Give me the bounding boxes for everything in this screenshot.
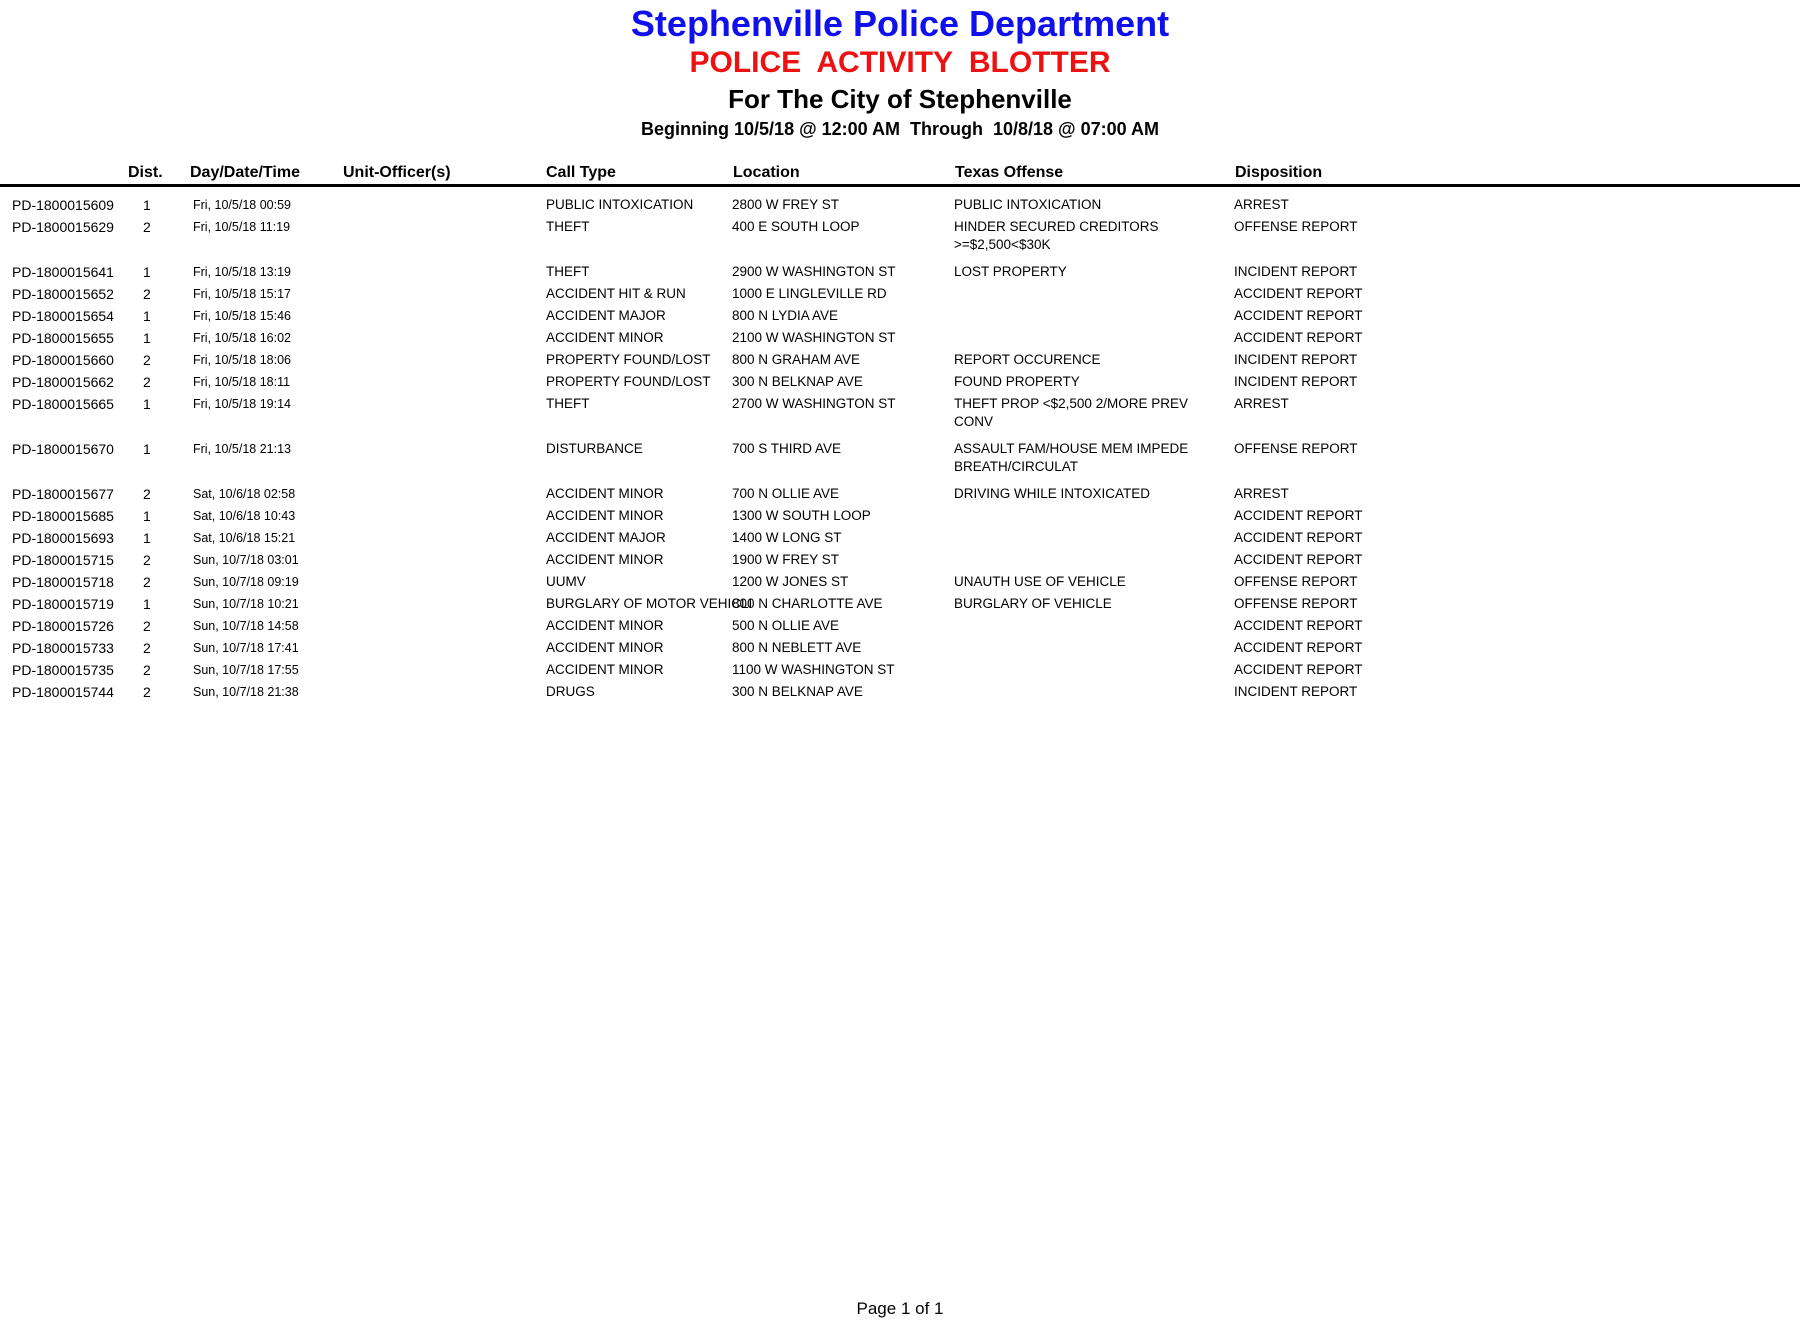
report-subtitle: POLICE ACTIVITY BLOTTER xyxy=(689,46,1111,79)
call-number: PD-1800015718 xyxy=(12,574,114,590)
texas-offense: ASSAULT FAM/HOUSE MEM IMPEDE BREATH/CIRCULAT xyxy=(954,441,1189,474)
district: 2 xyxy=(143,684,151,700)
location: 2100 W WASHINGTON ST xyxy=(732,330,896,345)
disposition: ACCIDENT REPORT xyxy=(1234,530,1363,545)
call-type: ACCIDENT MINOR xyxy=(546,552,664,567)
col-unit: Unit-Officer(s) xyxy=(343,164,451,181)
call-number: PD-1800015665 xyxy=(12,396,114,412)
location: 1900 W FREY ST xyxy=(732,552,840,567)
call-number: PD-1800015629 xyxy=(12,219,114,235)
date-time: Fri, 10/5/18 19:14 xyxy=(193,397,291,411)
col-call-type: Call Type xyxy=(546,164,616,181)
call-number: PD-1800015655 xyxy=(12,330,114,346)
table-row xyxy=(0,285,1800,307)
date-time: Sun, 10/7/18 10:21 xyxy=(193,597,299,611)
date-time: Fri, 10/5/18 11:19 xyxy=(193,220,291,234)
district: 2 xyxy=(143,352,151,368)
district: 2 xyxy=(143,552,151,568)
call-type: UUMV xyxy=(546,574,586,589)
disposition: INCIDENT REPORT xyxy=(1234,352,1358,367)
call-number: PD-1800015662 xyxy=(12,374,114,390)
location: 1100 W WASHINGTON ST xyxy=(732,662,895,677)
call-number: PD-1800015677 xyxy=(12,486,114,502)
district: 1 xyxy=(143,264,151,280)
date-time: Fri, 10/5/18 18:06 xyxy=(193,353,291,367)
location: 500 N OLLIE AVE xyxy=(732,618,840,633)
table-row xyxy=(0,595,1800,617)
date-time: Sat, 10/6/18 15:21 xyxy=(193,531,296,545)
call-type: BURGLARY OF MOTOR VEHICLI xyxy=(546,596,753,611)
call-number: PD-1800015693 xyxy=(12,530,114,546)
table-row xyxy=(0,661,1800,683)
date-time: Sun, 10/7/18 14:58 xyxy=(193,619,299,633)
table-row xyxy=(0,683,1800,705)
call-number: PD-1800015719 xyxy=(12,596,114,612)
disposition: ACCIDENT REPORT xyxy=(1234,308,1363,323)
table-row xyxy=(0,395,1800,440)
date-time: Fri, 10/5/18 15:46 xyxy=(193,309,291,323)
location: 300 N BELKNAP AVE xyxy=(732,684,863,699)
call-number: PD-1800015735 xyxy=(12,662,114,678)
col-offense: Texas Offense xyxy=(955,164,1064,181)
call-type: ACCIDENT MAJOR xyxy=(546,308,666,323)
call-type: PROPERTY FOUND/LOST xyxy=(546,374,711,389)
table-row xyxy=(0,573,1800,595)
call-type: THEFT xyxy=(546,219,590,234)
table-row xyxy=(0,485,1800,507)
disposition: ACCIDENT REPORT xyxy=(1234,508,1363,523)
district: 1 xyxy=(143,530,151,546)
call-type: ACCIDENT MINOR xyxy=(546,486,664,501)
date-time: Fri, 10/5/18 21:13 xyxy=(193,442,291,456)
location: 400 E SOUTH LOOP xyxy=(732,219,860,234)
call-number: PD-1800015685 xyxy=(12,508,114,524)
call-type: ACCIDENT HIT & RUN xyxy=(546,286,686,301)
date-time: Sat, 10/6/18 02:58 xyxy=(193,487,296,501)
disposition: OFFENSE REPORT xyxy=(1234,574,1358,589)
location: 2900 W WASHINGTON ST xyxy=(732,264,896,279)
table-row xyxy=(0,351,1800,373)
header-rule xyxy=(0,184,1800,187)
table-row xyxy=(0,639,1800,661)
call-type: ACCIDENT MINOR xyxy=(546,330,664,345)
location: 800 N NEBLETT AVE xyxy=(732,640,862,655)
district: 2 xyxy=(143,486,151,502)
call-type: PROPERTY FOUND/LOST xyxy=(546,352,711,367)
call-type: ACCIDENT MINOR xyxy=(546,508,664,523)
disposition: INCIDENT REPORT xyxy=(1234,374,1358,389)
location: 1200 W JONES ST xyxy=(732,574,849,589)
disposition: ACCIDENT REPORT xyxy=(1234,330,1363,345)
call-type: ACCIDENT MAJOR xyxy=(546,530,666,545)
disposition: ACCIDENT REPORT xyxy=(1234,552,1363,567)
col-date: Day/Date/Time xyxy=(190,164,300,181)
disposition: OFFENSE REPORT xyxy=(1234,441,1358,456)
district: 1 xyxy=(143,596,151,612)
location: 700 N OLLIE AVE xyxy=(732,486,840,501)
texas-offense: PUBLIC INTOXICATION xyxy=(954,197,1102,212)
call-number: PD-1800015654 xyxy=(12,308,114,324)
texas-offense: DRIVING WHILE INTOXICATED xyxy=(954,486,1151,501)
table-row xyxy=(0,617,1800,639)
district: 1 xyxy=(143,197,151,213)
location: 1000 E LINGLEVILLE RD xyxy=(732,286,887,301)
district: 2 xyxy=(143,640,151,656)
call-number: PD-1800015715 xyxy=(12,552,114,568)
page-number: Page 1 of 1 xyxy=(856,1299,944,1318)
blotter-table xyxy=(0,196,1800,705)
location: 800 N LYDIA AVE xyxy=(732,308,839,323)
date-time: Fri, 10/5/18 18:11 xyxy=(193,375,291,389)
call-type: THEFT xyxy=(546,396,590,411)
district: 2 xyxy=(143,574,151,590)
call-type: THEFT xyxy=(546,264,590,279)
col-location: Location xyxy=(733,164,800,181)
table-row xyxy=(0,307,1800,329)
disposition: INCIDENT REPORT xyxy=(1234,264,1358,279)
report-date-range: Beginning 10/5/18 @ 12:00 AM Through 10/8/18 @ 07:00 AM xyxy=(641,119,1159,139)
date-time: Fri, 10/5/18 15:17 xyxy=(193,287,291,301)
date-time: Sun, 10/7/18 21:38 xyxy=(193,685,299,699)
table-row xyxy=(0,529,1800,551)
date-time: Fri, 10/5/18 13:19 xyxy=(193,265,291,279)
call-type: PUBLIC INTOXICATION xyxy=(546,197,694,212)
call-number: PD-1800015641 xyxy=(12,264,114,280)
location: 1400 W LONG ST xyxy=(732,530,842,545)
district: 1 xyxy=(143,396,151,412)
disposition: ACCIDENT REPORT xyxy=(1234,640,1363,655)
location: 2800 W FREY ST xyxy=(732,197,840,212)
date-time: Sat, 10/6/18 10:43 xyxy=(193,509,296,523)
report-title: Stephenville Police Department xyxy=(630,3,1170,44)
texas-offense: HINDER SECURED CREDITORS >=$2,500<$30K xyxy=(954,219,1159,252)
table-row xyxy=(0,507,1800,529)
table-row xyxy=(0,373,1800,395)
district: 1 xyxy=(143,308,151,324)
district: 1 xyxy=(143,441,151,457)
report-city: For The City of Stephenville xyxy=(728,84,1072,114)
table-row xyxy=(0,196,1800,218)
district: 1 xyxy=(143,508,151,524)
table-row xyxy=(0,551,1800,573)
call-number: PD-1800015652 xyxy=(12,286,114,302)
location: 700 S THIRD AVE xyxy=(732,441,842,456)
call-number: PD-1800015744 xyxy=(12,684,114,700)
call-number: PD-1800015670 xyxy=(12,441,114,457)
disposition: OFFENSE REPORT xyxy=(1234,596,1358,611)
disposition: ACCIDENT REPORT xyxy=(1234,286,1363,301)
table-row xyxy=(0,263,1800,285)
disposition: ARREST xyxy=(1234,396,1289,411)
date-time: Fri, 10/5/18 00:59 xyxy=(193,198,291,212)
call-number: PD-1800015726 xyxy=(12,618,114,634)
table-row xyxy=(0,329,1800,351)
district: 2 xyxy=(143,374,151,390)
date-time: Sun, 10/7/18 17:55 xyxy=(193,663,299,677)
disposition: ACCIDENT REPORT xyxy=(1234,618,1363,633)
disposition: INCIDENT REPORT xyxy=(1234,684,1358,699)
texas-offense: BURGLARY OF VEHICLE xyxy=(954,596,1112,611)
table-row xyxy=(0,440,1800,485)
location: 1300 W SOUTH LOOP xyxy=(732,508,871,523)
district: 2 xyxy=(143,662,151,678)
district: 2 xyxy=(143,219,151,235)
disposition: OFFENSE REPORT xyxy=(1234,219,1358,234)
texas-offense: FOUND PROPERTY xyxy=(954,374,1080,389)
district: 1 xyxy=(143,330,151,346)
call-type: ACCIDENT MINOR xyxy=(546,662,664,677)
district: 2 xyxy=(143,618,151,634)
location: 800 N GRAHAM AVE xyxy=(732,352,861,367)
call-type: ACCIDENT MINOR xyxy=(546,640,664,655)
disposition: ARREST xyxy=(1234,197,1289,212)
date-time: Sun, 10/7/18 17:41 xyxy=(193,641,299,655)
district: 2 xyxy=(143,286,151,302)
table-row xyxy=(0,218,1800,263)
location: 300 N BELKNAP AVE xyxy=(732,374,863,389)
texas-offense: UNAUTH USE OF VEHICLE xyxy=(954,574,1126,589)
texas-offense: THEFT PROP <$2,500 2/MORE PREV CONV xyxy=(954,396,1188,429)
call-number: PD-1800015609 xyxy=(12,197,114,213)
call-type: DISTURBANCE xyxy=(546,441,643,456)
col-disposition: Disposition xyxy=(1235,164,1323,181)
texas-offense: REPORT OCCURENCE xyxy=(954,352,1101,367)
location: 2700 W WASHINGTON ST xyxy=(732,396,896,411)
call-number: PD-1800015733 xyxy=(12,640,114,656)
call-type: ACCIDENT MINOR xyxy=(546,618,664,633)
date-time: Sun, 10/7/18 09:19 xyxy=(193,575,299,589)
texas-offense: LOST PROPERTY xyxy=(954,264,1067,279)
date-time: Fri, 10/5/18 16:02 xyxy=(193,331,291,345)
disposition: ARREST xyxy=(1234,486,1289,501)
call-type: DRUGS xyxy=(546,684,595,699)
location: 800 N CHARLOTTE AVE xyxy=(732,596,883,611)
date-time: Sun, 10/7/18 03:01 xyxy=(193,553,299,567)
call-number: PD-1800015660 xyxy=(12,352,114,368)
col-dist: Dist. xyxy=(128,164,163,181)
disposition: ACCIDENT REPORT xyxy=(1234,662,1363,677)
